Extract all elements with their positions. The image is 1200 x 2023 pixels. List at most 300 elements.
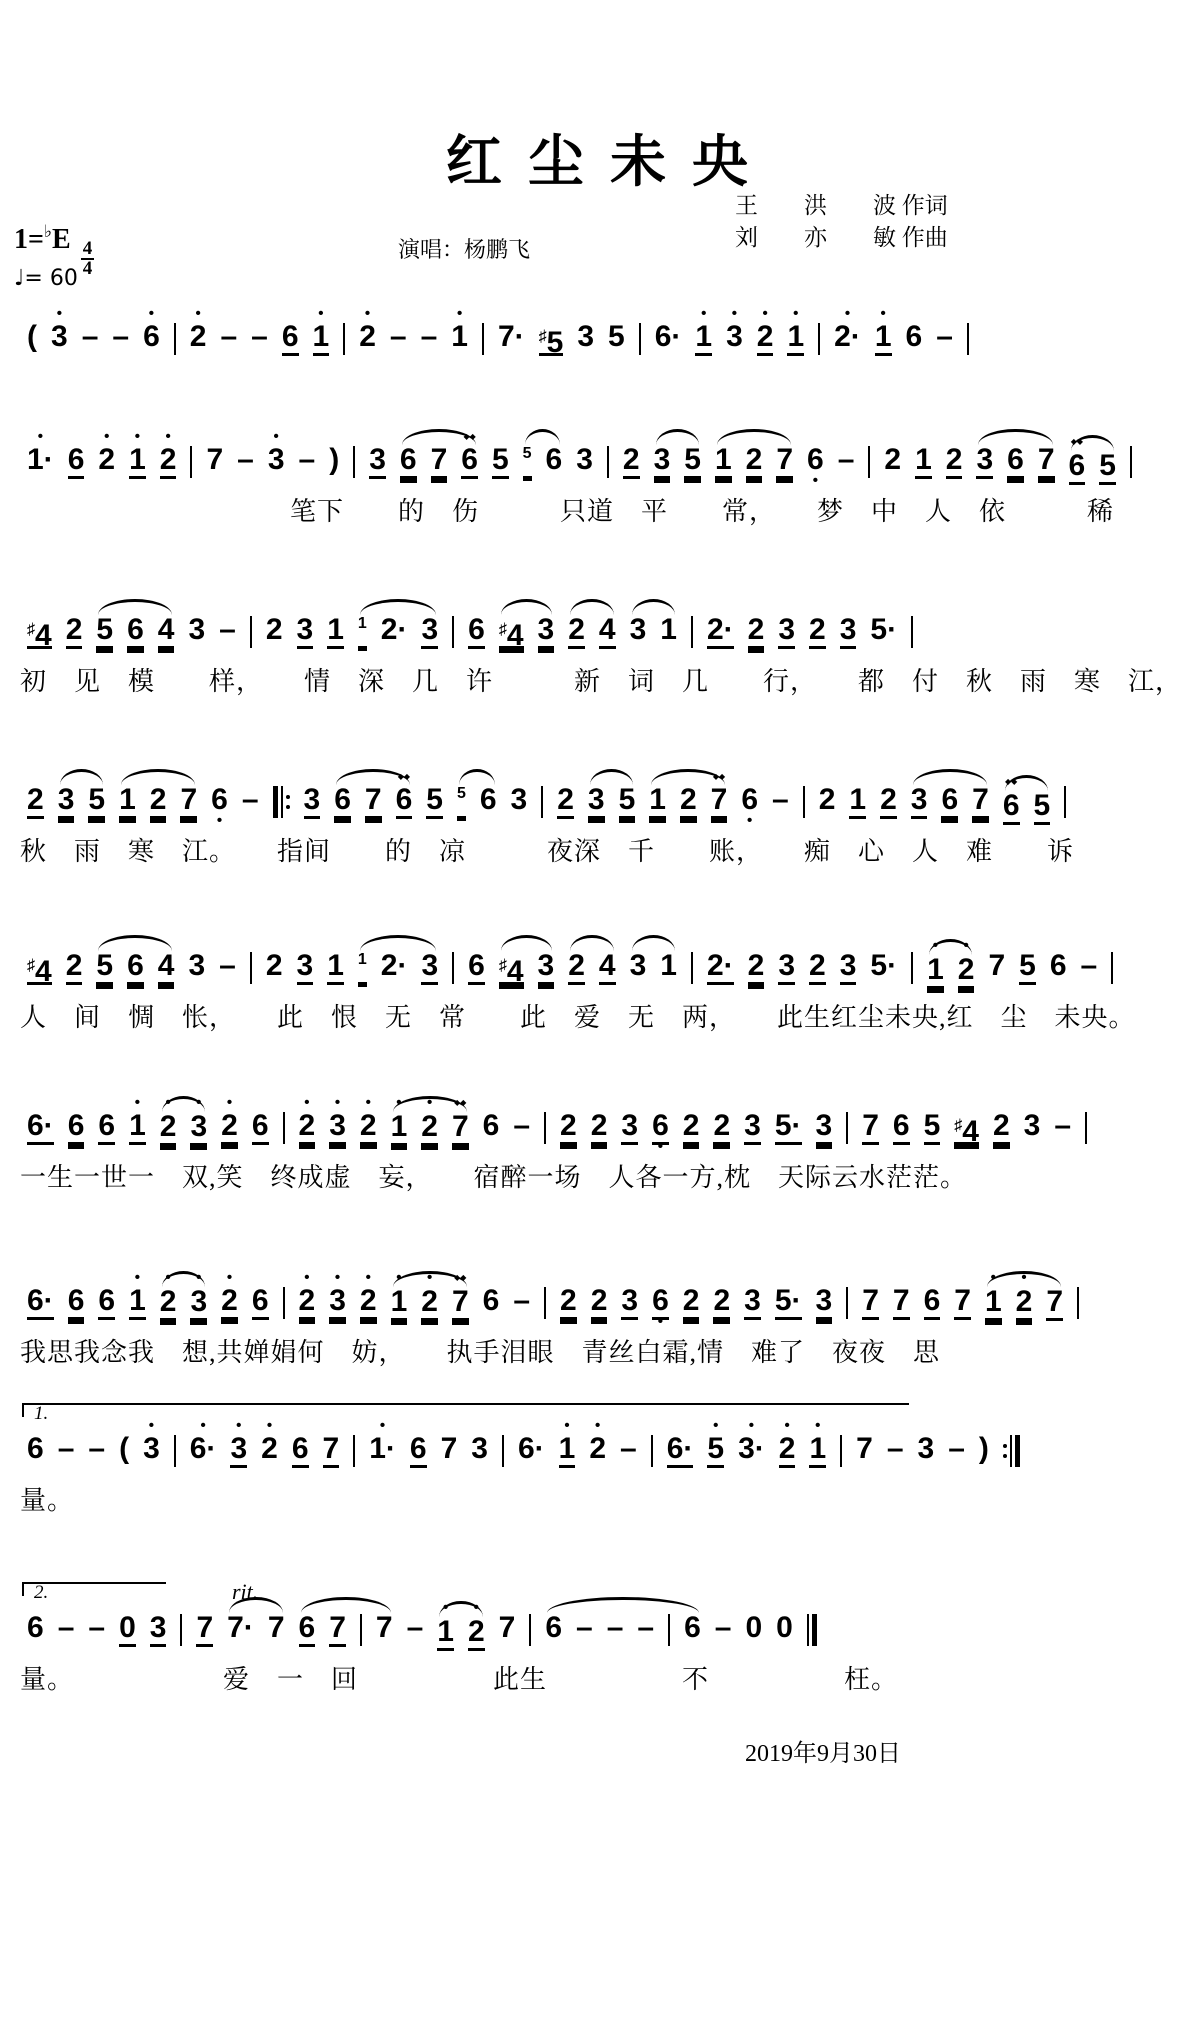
- note-token: 3: [744, 1109, 761, 1142]
- note-token: 3: [577, 320, 594, 353]
- note-token: • 2: [359, 304, 376, 353]
- barline: [353, 428, 355, 490]
- note-token: • 2: [359, 1268, 377, 1317]
- dash-token: –: [620, 1432, 637, 1465]
- note-token: 1: [660, 613, 677, 646]
- note-token: 5·: [774, 1109, 802, 1142]
- dash-token: –: [576, 1611, 593, 1644]
- octave-dot-above: •: [304, 1268, 310, 1286]
- mordent-icon: ◆◆: [397, 771, 411, 781]
- barline: [452, 598, 454, 660]
- dash-token: –: [389, 320, 407, 353]
- dash-token: –: [513, 1109, 530, 1142]
- note-token: 2: [682, 1284, 700, 1317]
- octave-dot-above: •: [196, 1094, 202, 1111]
- note-token: • 1: [787, 304, 805, 353]
- dash-token: –: [241, 783, 259, 816]
- note-token: • 3·: [738, 1416, 765, 1465]
- note-token: • 2: [221, 1268, 238, 1317]
- note-token: 6 •: [652, 1284, 669, 1330]
- octave-dot-above: •: [396, 1094, 402, 1111]
- parenthesis-token: (: [27, 320, 37, 353]
- note-token: 2: [560, 1109, 577, 1142]
- notation-line: [20, 428, 1190, 488]
- notation-line: [20, 598, 1190, 658]
- note-token: 2: [560, 1284, 577, 1317]
- octave-dot-above: •: [104, 427, 110, 445]
- note-token: ♯4: [27, 598, 52, 658]
- note-token: 6·: [27, 1109, 54, 1142]
- music-system: [20, 1403, 1190, 1517]
- mordent-icon: ◆◆: [463, 431, 476, 441]
- barline: [343, 305, 345, 367]
- note-token: • 1: [129, 1268, 146, 1317]
- note-token: • 2: [261, 1416, 278, 1465]
- note-token: 2: [992, 1109, 1010, 1142]
- note-token: 3: [369, 443, 386, 476]
- note-token: 3: [917, 1432, 935, 1465]
- note-token: 2·: [380, 613, 408, 646]
- barline: [250, 934, 252, 996]
- slur-group: [384, 1270, 476, 1330]
- note-token: 3: [839, 613, 857, 646]
- octave-dot-above: •: [426, 1094, 433, 1111]
- octave-dot-above: •: [148, 1416, 155, 1434]
- slur-group: [384, 1095, 476, 1155]
- music-system: [20, 768, 1190, 868]
- note-token: 1: [849, 783, 867, 816]
- note-token: 2: [884, 443, 902, 476]
- music-system: [20, 305, 1190, 365]
- slur-group: [561, 598, 622, 658]
- note-token: 7: [364, 783, 382, 816]
- note-token: ♯4: [954, 1094, 979, 1154]
- octave-dot-above: •: [473, 1599, 479, 1616]
- note-token: 2: [880, 783, 897, 816]
- date: 2019年9月30日: [745, 1741, 901, 1767]
- note-token: ◆◆ 6: [1003, 774, 1020, 834]
- barline: [452, 934, 454, 996]
- octave-dot-above: •: [318, 304, 324, 322]
- note-token: • 2: [159, 427, 177, 476]
- octave-dot-above: •: [396, 1269, 402, 1286]
- note-token: 7·: [227, 1611, 254, 1644]
- octave-dot-above: •: [990, 1269, 996, 1286]
- lyrics-line: 一生一世一 双,笑 终成虚 妄， 宿醉一场 人各一方,枕 天际云水茫茫。: [20, 1163, 968, 1192]
- sharp-icon: ♯: [498, 957, 507, 974]
- barline: [691, 934, 693, 996]
- octave-dot-below: •: [657, 1313, 664, 1330]
- dash-token: –: [936, 320, 953, 353]
- note-token: 2: [713, 1284, 731, 1317]
- note-token: ◆◆ 6: [396, 768, 413, 828]
- note-token: 6: [479, 783, 497, 816]
- note-token: 1: [119, 783, 136, 816]
- note-token: 1: [915, 443, 932, 476]
- note-token: 2: [713, 1109, 731, 1142]
- octave-dot-above: •: [564, 1416, 570, 1434]
- note-token: 7: [430, 443, 448, 476]
- sharp-icon: ♯: [538, 328, 547, 345]
- octave-dot-above: •: [784, 1416, 790, 1434]
- slur-group: [492, 934, 561, 994]
- octave-dot-below: •: [657, 1138, 664, 1155]
- note-token: 7: [856, 1432, 873, 1465]
- note-token: 7: [892, 1284, 910, 1317]
- lyricist-credit: 王 洪 波 作词: [735, 193, 948, 218]
- music-system: [20, 1094, 1190, 1194]
- note-token: 2: [809, 613, 826, 646]
- note-token: 6: [291, 1432, 309, 1465]
- octave-dot-below: •: [216, 812, 223, 829]
- note-token: 6: [98, 1284, 116, 1317]
- note-token: 7: [498, 1611, 516, 1644]
- note-token: 3: [471, 1432, 488, 1465]
- notation-line: [20, 768, 1190, 828]
- octave-dot-above: •: [226, 1268, 233, 1286]
- barline: [190, 428, 192, 490]
- notation-line: [20, 1094, 1190, 1154]
- notation-line: [20, 305, 1190, 365]
- octave-dot-above: •: [844, 304, 851, 322]
- notation-line: [20, 1579, 1190, 1656]
- barline: [283, 1269, 285, 1331]
- note-token: • 1: [437, 1599, 454, 1648]
- octave-dot-above: •: [701, 304, 707, 322]
- slur-group: [112, 768, 204, 828]
- note-token: • 6: [143, 304, 160, 353]
- dash-token: –: [251, 320, 268, 353]
- note-token: 3: [188, 949, 206, 982]
- note-token: ♯4: [499, 934, 524, 994]
- note-token: 2: [622, 443, 640, 476]
- note-token: 4: [598, 949, 616, 982]
- note-token: 6: [1049, 949, 1067, 982]
- note-token: 6: [127, 949, 144, 982]
- note-token: • 1: [390, 1094, 408, 1143]
- note-token: • 3: [190, 1094, 208, 1143]
- note-token: ♯5: [539, 305, 564, 365]
- note-token: • 1·: [369, 1416, 396, 1465]
- note-token: 1: [714, 443, 732, 476]
- note-token: • 2: [756, 304, 774, 353]
- note-token: 3: [629, 949, 647, 982]
- note-token: 5: [1019, 949, 1036, 982]
- octave-dot-above: •: [731, 304, 738, 322]
- note-token: 5·: [870, 613, 898, 646]
- note-token: 5: [1033, 788, 1051, 822]
- note-token: 5: [96, 949, 114, 982]
- rest-token: 0: [745, 1611, 763, 1644]
- music-system: [20, 598, 1190, 698]
- octave-dot-above: •: [148, 304, 155, 322]
- parenthesis-token: ): [329, 443, 340, 476]
- note-token: 4: [157, 949, 175, 982]
- note-token: ♯4: [27, 934, 52, 994]
- note-token: • 3: [190, 1269, 208, 1318]
- note-token: 6: [67, 443, 85, 476]
- note-token: 2: [65, 613, 83, 646]
- note-token: 6: [905, 320, 923, 353]
- note-token: 6 •: [741, 783, 759, 829]
- note-token: 6: [468, 949, 485, 982]
- dash-token: –: [837, 443, 855, 476]
- note-token: • 3: [726, 304, 743, 353]
- barline: [502, 1417, 504, 1479]
- note-token: 3: [296, 949, 314, 982]
- note-token: 7: [322, 1432, 340, 1465]
- slur-group: [996, 774, 1057, 834]
- mordent-icon: ◆◆: [1070, 437, 1084, 446]
- tempo-value: = 60: [24, 266, 78, 291]
- note-token: 2: [945, 443, 963, 476]
- notation-line: [20, 1403, 1190, 1477]
- singer-credit: 演唱：杨鹏飞: [398, 237, 531, 262]
- slur-group: [904, 768, 996, 828]
- barline: [482, 305, 484, 367]
- notation-line: [20, 934, 1190, 994]
- octave-dot-above: •: [426, 1269, 433, 1286]
- slur-group: [647, 428, 708, 488]
- octave-dot-above: •: [364, 304, 371, 322]
- dash-token: –: [420, 320, 438, 353]
- slur-group: [623, 934, 684, 994]
- music-system: [20, 1579, 1190, 1696]
- barline: [180, 1596, 182, 1658]
- lyrics-line: 初 见 模 样， 情 深 几 许 新 词 几 行， 都 付 秋 雨 寒 江，: [20, 667, 1183, 696]
- barline: [353, 1417, 355, 1479]
- slur-group: [920, 938, 981, 998]
- note-token: ♯4: [499, 598, 524, 658]
- barline: [1077, 1269, 1079, 1331]
- dash-token: –: [219, 613, 236, 646]
- barline: [911, 934, 913, 996]
- dash-token: –: [886, 1432, 904, 1465]
- slur-group: [623, 598, 684, 658]
- note-token: 2: [568, 613, 585, 646]
- note-token: • 3: [267, 427, 285, 476]
- note-token: 6: [482, 1109, 500, 1142]
- slur-group: [393, 428, 485, 488]
- octave-dot-above: •: [1021, 1269, 1027, 1286]
- note-token: 2: [265, 949, 283, 982]
- note-token: 6: [941, 783, 959, 816]
- note-token: 2: [682, 1109, 700, 1142]
- mordent-icon: ◆◆: [712, 771, 726, 781]
- octave-dot-above: •: [365, 1093, 371, 1111]
- note-token: • 5: [707, 1416, 725, 1465]
- octave-dot-above: •: [165, 427, 171, 445]
- slur-group: [51, 768, 112, 828]
- slur-group: [153, 1270, 214, 1330]
- note-token: 2: [679, 783, 697, 816]
- flat-icon: ♭: [43, 222, 52, 241]
- dash-token: –: [606, 1611, 624, 1644]
- note-token: 5: [426, 783, 443, 816]
- octave-dot-above: •: [165, 1269, 171, 1286]
- barline: [818, 305, 820, 367]
- slur-group: [581, 768, 642, 828]
- note-token: • 2: [221, 1093, 238, 1142]
- dash-token: –: [948, 1432, 965, 1465]
- parenthesis-token: (: [119, 1432, 130, 1465]
- barline: [283, 1094, 285, 1156]
- note-token: 5·: [774, 1284, 802, 1317]
- octave-dot-above: •: [37, 427, 43, 445]
- octave-dot-above: •: [195, 304, 201, 322]
- note-token: 3: [815, 1284, 833, 1317]
- note-token: 5: [96, 613, 114, 646]
- dash-token: –: [406, 1611, 424, 1644]
- tempo-marking: [14, 266, 78, 291]
- barline: [544, 1269, 546, 1331]
- dash-token: –: [1080, 949, 1098, 982]
- note-token: 6: [545, 1611, 562, 1644]
- note-token: 5: [608, 320, 625, 353]
- octave-dot-above: •: [236, 1416, 242, 1434]
- note-token: 3: [188, 613, 206, 646]
- note-token: ◆◆ 7 •: [711, 768, 728, 828]
- sharp-icon: ♯: [498, 621, 507, 638]
- octave-dot-below: •: [747, 812, 753, 829]
- note-token: • 3: [230, 1416, 248, 1465]
- octave-dot-above: •: [134, 1268, 141, 1286]
- note-token: 3: [303, 783, 321, 816]
- time-signature-bottom: 4: [82, 258, 93, 279]
- note-token: • 1·: [27, 427, 54, 476]
- dash-token: –: [237, 443, 254, 476]
- note-token: 3: [629, 613, 647, 646]
- note-token: 7: [267, 1611, 285, 1644]
- note-token: 6: [67, 1284, 85, 1317]
- note-token: 7: [1037, 443, 1055, 476]
- barline: [544, 1094, 546, 1156]
- slur-group: [492, 598, 561, 658]
- time-signature-top: 4: [82, 238, 93, 259]
- note-token: • 6·: [189, 1416, 217, 1465]
- note-token: 6: [923, 1284, 941, 1317]
- octave-dot-above: •: [226, 1093, 233, 1111]
- note-token: 3: [57, 783, 75, 816]
- note-token: • 2: [98, 427, 116, 476]
- note-token: • 1: [451, 304, 468, 353]
- note-token: 3: [621, 1284, 639, 1317]
- rit-marking: rit.: [232, 1579, 259, 1604]
- dash-token: –: [88, 1432, 106, 1465]
- slur-group: [516, 428, 570, 488]
- note-token: • 2: [778, 1416, 796, 1465]
- note-token: 3: [510, 783, 528, 816]
- barline: [967, 305, 969, 367]
- note-token: 7: [440, 1432, 458, 1465]
- slur-group: [351, 598, 445, 658]
- note-token: 3: [621, 1109, 639, 1142]
- note-token: 2: [265, 613, 283, 646]
- note-token: • 1: [312, 304, 330, 353]
- note-token: 3: [1023, 1109, 1041, 1142]
- mordent-icon: ◆◆: [454, 1098, 467, 1107]
- key-prefix: 1=: [14, 224, 44, 255]
- repeat-end-barline: [1003, 1417, 1020, 1479]
- barline: [1085, 1094, 1087, 1156]
- note-token: • 1: [558, 1416, 576, 1465]
- note-token: 6: [98, 1109, 116, 1142]
- music-system: [20, 934, 1190, 1034]
- final-barline: [807, 1596, 817, 1658]
- note-token: 6: [334, 783, 351, 816]
- note-token: 3: [744, 1284, 761, 1317]
- note-token: 3: [421, 613, 439, 646]
- note-token: 1: [660, 949, 677, 982]
- octave-dot-above: •: [793, 304, 799, 322]
- dash-token: –: [298, 443, 316, 476]
- slur-group: [327, 768, 419, 828]
- music-system: [20, 428, 1190, 528]
- note-token: • 2·: [834, 304, 861, 353]
- barline: [691, 598, 693, 660]
- note-token: 6·: [654, 320, 682, 353]
- note-token: 1: [358, 598, 367, 658]
- note-token: • 1: [809, 1416, 827, 1465]
- note-token: 2: [747, 949, 765, 982]
- note-token: • 2: [159, 1269, 177, 1318]
- barline: [639, 305, 641, 367]
- rest-token: 0: [119, 1611, 136, 1644]
- note-token: • 1: [874, 304, 892, 353]
- note-token: 3: [839, 949, 857, 982]
- octave-dot-below: •: [812, 472, 818, 489]
- composer-credit: 刘 亦 敏 作曲: [735, 225, 948, 250]
- note-token: • 2: [189, 304, 207, 353]
- note-token: 6: [409, 1432, 427, 1465]
- note-token: • 2: [421, 1094, 438, 1143]
- dash-token: –: [637, 1611, 655, 1644]
- note-token: • 1: [695, 304, 713, 353]
- note-token: 6: [468, 613, 485, 646]
- dash-token: –: [219, 949, 236, 982]
- note-token: 2: [747, 613, 765, 646]
- note-token: 7: [206, 443, 224, 476]
- dash-token: –: [88, 1611, 106, 1644]
- note-token: 6 •: [211, 783, 228, 829]
- lyrics-line: 量。: [20, 1486, 75, 1515]
- note-token: 7: [375, 1611, 393, 1644]
- note-token: 2: [590, 1109, 608, 1142]
- note-token: 5: [684, 443, 701, 476]
- octave-dot-above: •: [595, 1416, 601, 1434]
- lyrics-line: 我思我念我 想,共婵娟何 妨， 执手泪眼 青丝白霜,情 难了 夜夜 思: [20, 1338, 941, 1367]
- note-token: 6: [298, 1611, 316, 1644]
- slur-group: [430, 1600, 491, 1660]
- octave-dot-above: •: [815, 1416, 821, 1434]
- octave-dot-above: •: [200, 1416, 206, 1434]
- note-token: ◆◆ 7: [452, 1270, 469, 1330]
- barline: [668, 1596, 670, 1658]
- note-token: • 2: [467, 1599, 485, 1648]
- note-token: 3: [537, 949, 555, 982]
- note-token: 4: [598, 613, 616, 646]
- note-token: 7: [988, 949, 1006, 982]
- note-token: • 2: [421, 1269, 438, 1318]
- slur-group: [153, 1095, 214, 1155]
- note-token: • 2: [159, 1094, 177, 1143]
- octave-dot-above: •: [165, 1094, 171, 1111]
- note-token: • 1: [984, 1269, 1002, 1318]
- slur-group: [220, 1596, 291, 1656]
- note-token: 6: [27, 1611, 44, 1644]
- slur-group: [561, 934, 622, 994]
- note-token: • 2: [589, 1416, 606, 1465]
